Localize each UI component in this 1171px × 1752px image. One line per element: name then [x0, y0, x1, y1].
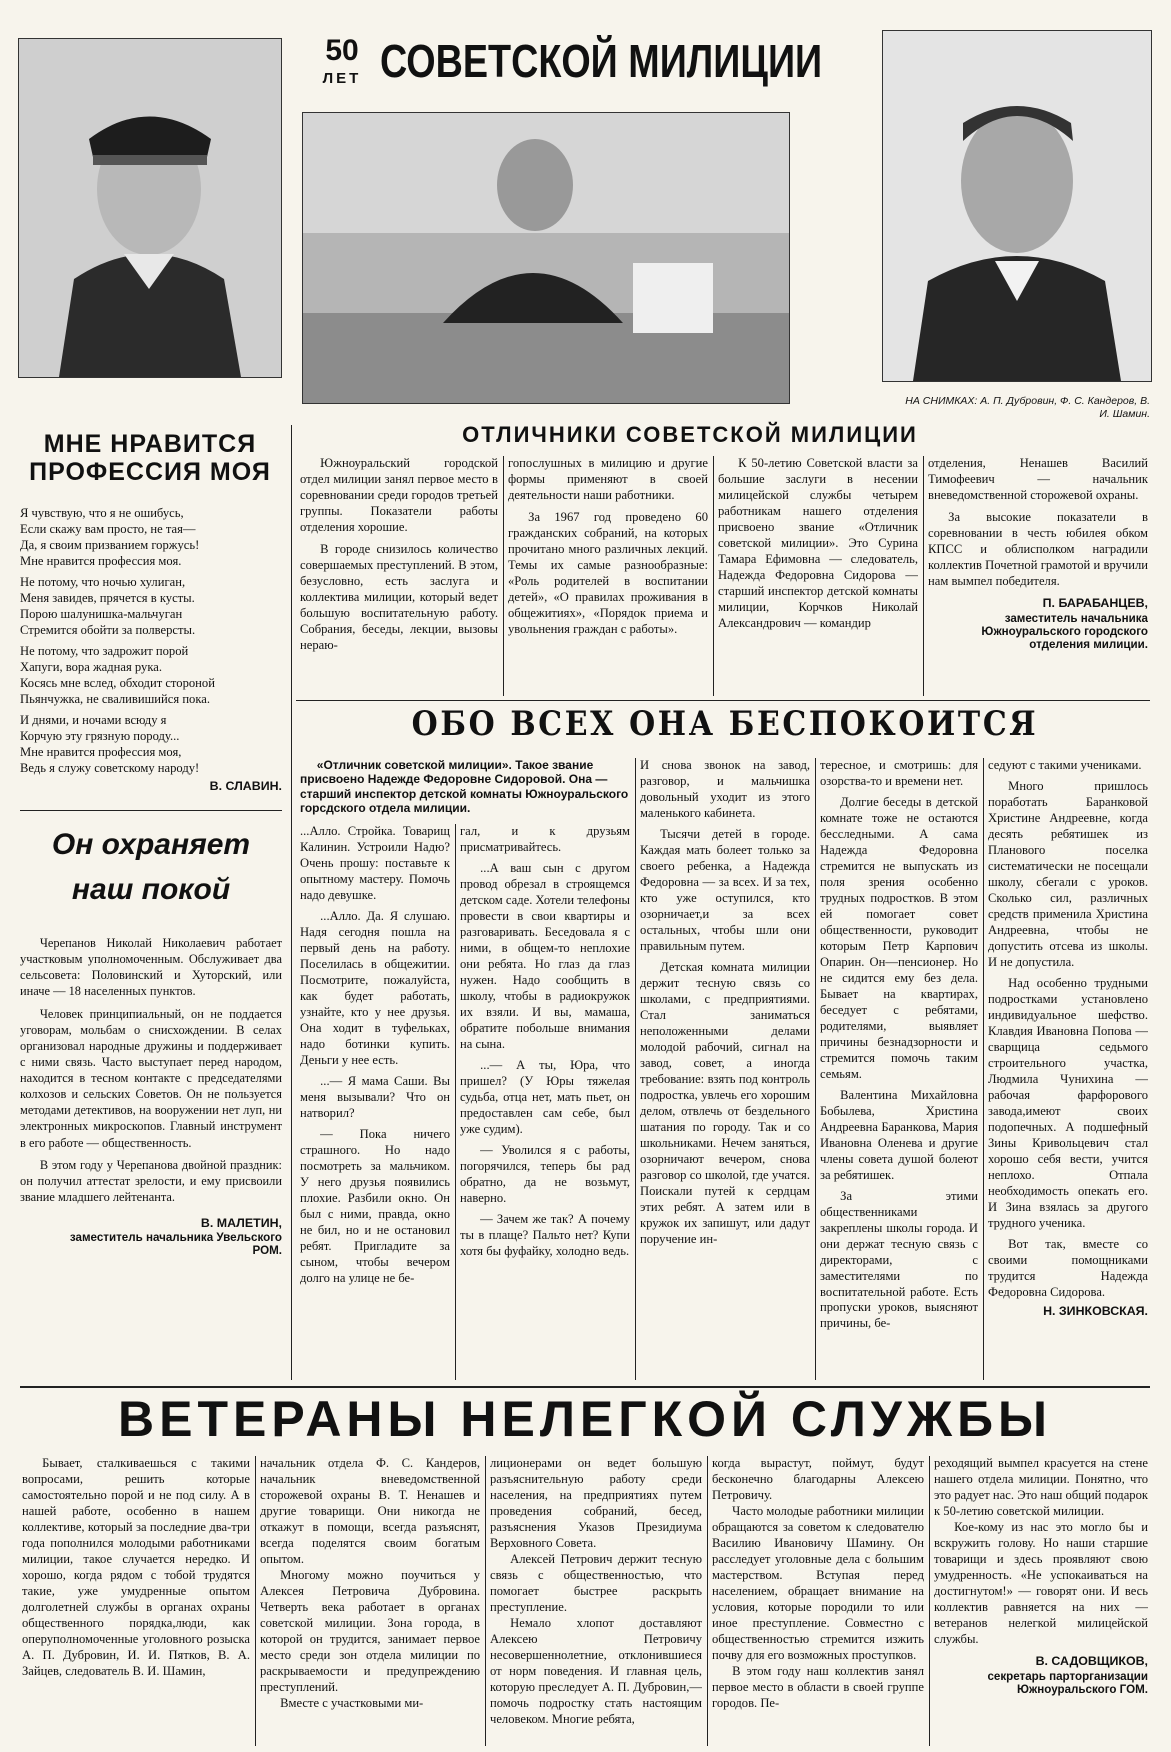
veterans-col-2	[260, 1456, 480, 1712]
poem-title-line2: ПРОФЕССИЯ МОЯ	[29, 458, 271, 486]
veterans-paragraph: Бывает, сталкиваешься с такими вопросами, решить которые самостоятельно порой и не под силу. А в нашей работе, особенно в нашем коллективе, который за последние два-три года пополнился молодыми работниками милиции, такое случается нередко. И хорошо, когда рядом с тобой трудятся такие, уже умудренные опытом долголетней службы в органах охраны общественного порядка,люди, как оперуполномоченные уголовного розыска А. П. Дубровин, И. И. Пятков, В. А. Зайцев, следователь В. И. Шамин,	[22, 1456, 250, 1678]
guard-title-line2: наш покой	[71, 873, 231, 906]
excellence-paragraph: За высокие показатели в соревновании в честь юбилея обком КПСС и облисполком наградили коллектив Почетной грамотой и вручили нам вымпел победителя.	[928, 509, 1148, 588]
divider	[635, 758, 636, 1380]
excellence-col-4	[928, 456, 1148, 652]
cares-col-5	[988, 758, 1148, 1320]
veterans-author: В. САДОВЩИКОВ,	[1035, 1653, 1148, 1668]
cares-paragraph: Валентина Михайловна Бобылева, Христина Андреевна Баранкова, Мария Ивановна Оленева и другие члены совета душой болеют за ребятишек.	[820, 1087, 978, 1182]
cares-col-2	[460, 824, 630, 1260]
poem-line: Меня завидев, прячется в кусты.	[20, 590, 195, 605]
cares-author: Н. ЗИНКОВСКАЯ.	[1043, 1304, 1148, 1319]
veterans-paragraph: В этом году наш коллектив занял первое место в области в своей группе городов. Пе-	[712, 1663, 924, 1710]
veterans-col-4	[712, 1456, 924, 1712]
photo-caption: НА СНИМКАХ: А. П. Дубровин, Ф. С. Кандеров, В. И. Шамин.	[905, 395, 1150, 420]
excellence-paragraph: В городе снизилось количество совершаемых преступлений. В этом, безусловно, есть заслуга и коллектива милиции, который ведет большую воспитательную работу. Собрания, беседы, лекции, вызовы нераю-	[300, 541, 498, 652]
photo-officer-uniform	[18, 38, 282, 378]
divider	[983, 758, 984, 1380]
veterans-paragraph: когда вырастут, поймут, будут бесконечно благодарны Алексею Петровичу.	[712, 1456, 924, 1502]
excellence-author-title: заместитель начальника Южноуральского городского отделения милиции.	[981, 611, 1148, 652]
poem-line: Не потому, что ночью хулиган,	[20, 574, 186, 589]
cares-paragraph: гал, и к друзьям присматривайтесь.	[460, 824, 630, 854]
cares-paragraph: И снова звонок на завод, разговор, и мальчишка довольный уходит из этого маленького кабинета.	[640, 758, 810, 820]
cares-paragraph: тересное, и смотришь: для озорства-то и времени нет.	[820, 758, 978, 788]
excellence-paragraph: К 50-летию Советской власти за большие заслуги в несении милицейской службы четырем работникам нашего отделения присвоено звание «Отличник советской милиции». Это Сурина Тамара Ефимовна — следователь, Надежда Федоровна Сидорова — старший инспектор детской комнаты милиции, Корчков Николай Александрович — командир	[718, 456, 918, 630]
portrait-suit-icon	[883, 31, 1151, 381]
poem-stanza-2	[20, 575, 282, 639]
guard-author-title: заместитель начальника Увельского РОМ.	[69, 1231, 282, 1258]
veterans-paragraph: Многому можно поучиться у Алексея Петровича Дубровина. Четверть века работает в органах советской милиции. Зона города, в которой он трудится, занимает первое место среди зон отдела милиции по раскрываемости и предупреждению преступлений.	[260, 1567, 480, 1694]
divider	[455, 824, 456, 1380]
divider	[923, 456, 924, 696]
excellence-col-3	[718, 456, 918, 632]
poem-line: Не потому, что задрожит порой	[20, 643, 189, 658]
excellence-col-2	[508, 456, 708, 638]
cares-title: ОБО ВСЕХ ОНА БЕСПОКОИТСЯ	[411, 704, 1039, 744]
cares-paragraph: Детская комната милиции держит тесную связь со школами, с предприятиями. Стал заниматься неположенными делами молодой рабочий, сигнал на завод, совет, а иногда требование: взять под контроль подростка, увлечь его хорошим делом, отвлечь от бездельного шатания по городу. Так и со школьниками. Нечем заняться, озорничают вечером, снова разговор со школой, где учатся. Поискали путей к сердцам этих ребят. А затем или в кружок их запишут, или дадут поручение ин-	[640, 959, 810, 1246]
guard-title	[20, 822, 282, 912]
portrait-desk-icon	[303, 113, 789, 403]
poem-line: Пьянчужка, не сваливишийся пока.	[20, 691, 211, 706]
excellence-author: П. БАРАБАНЦЕВ,	[1042, 595, 1148, 610]
guard-author: В. МАЛЕТИН,	[200, 1216, 282, 1230]
veterans-title: ВЕТЕРАНЫ НЕЛЕГКОЙ СЛУЖБЫ	[118, 1391, 1052, 1447]
cares-paragraph: — Пока ничего страшного. Но надо посмотреть за мальчиком. У него друзья появились плохие. Разбили окно. Он был с ними, правда, окно не бил, но и не остановил ребят. Пригладите за сыном, чтобы вечером долго на улице не бе-	[300, 1126, 450, 1285]
divider	[291, 425, 292, 1380]
veterans-col-5	[934, 1456, 1148, 1696]
divider	[296, 700, 1150, 701]
excellence-paragraph: гопослушных в милицию и другие формы применяют в своей деятельности наши работники.	[508, 456, 708, 502]
divider	[20, 1386, 1150, 1388]
cares-col-1	[300, 758, 632, 822]
cares-paragraph: ...— Я мама Саши. Вы меня вызывали? Что он натворил?	[300, 1073, 450, 1120]
veterans-paragraph: Алексей Петрович держит тесную связь с общественностью, что помогает быстрее раскрыть преступление.	[490, 1551, 702, 1614]
cares-paragraph: — Уволился я с работы, погорячился, теперь бы рад обратно, да не возьмут, наверно.	[460, 1142, 630, 1205]
poem-line: Стремится обойти за полверсты.	[20, 622, 196, 637]
cares-paragraph: Много пришлось поработать Баранковой Христине Андреевне, когда десять ребятишек из Планового поселка систематически не посещали школу, сбегали с уроков. Сколько сил, различных средств применила Христина Андреевна, чтобы не допустить отсева из школы. И не допустила.	[988, 778, 1148, 969]
poem-stanza-1	[20, 506, 282, 570]
poem-line: Да, я своим призванием горжусь!	[20, 537, 200, 552]
cares-paragraph: седуют с такими учениками.	[988, 758, 1142, 772]
cares-paragraph: Вот так, вместе со своими помощниками трудится Надежда Федоровна Сидорова.	[988, 1236, 1148, 1299]
poem-line: И днями, и ночами всюду я	[20, 712, 167, 727]
veterans-paragraph: Часто молодые работники милиции обращаются за советом к следователю Василию Ивановичу Шамину. Он расследует уголовные дела с большим мастерством. Вступая перед населением, обращает внимание на условия, которые породили то или иное преступление. Совместно с общественностью стремится изжить почву для его возможных проступков.	[712, 1503, 924, 1662]
poem-line: Мне нравится профессия моя.	[20, 553, 182, 568]
poem-line: Хапуги, вора жадная рука.	[20, 659, 163, 674]
guard-paragraph: Человек принципиальный, он не поддается уговорам, мольбам о снисхождении. В селах организовал народные дружины и поддерживает с ними связь. Часто выступает перед народом, находится в тесном контакте с председателями колхозов и сельских Советов. Он не пользуется методами детективов, на вооружении нет луп, ни электронных микроскопов. Главный инструмент в его работе — общественность.	[20, 1006, 282, 1150]
excellence-col-1	[300, 456, 498, 654]
cares-paragraph: ...Алло. Стройка. Товарищ Калинин. Устроили Надю? Очень прошу: поставьте к опытному мастеру. Помочь надо девушке.	[300, 824, 450, 902]
cares-col-4	[820, 758, 978, 1332]
poem-body	[20, 506, 282, 795]
poem-stanza-4	[20, 713, 282, 777]
poem-line: Я чувствую, что я не ошибусь,	[20, 506, 184, 520]
photo-man-suit	[882, 30, 1152, 382]
poem-line: Косясь мне вслед, обходит стороной	[20, 675, 215, 690]
cares-col-3	[640, 758, 810, 1248]
veterans-paragraph: Вместе с участковыми ми-	[280, 1695, 424, 1710]
masthead-number: 50	[325, 34, 359, 67]
veterans-paragraph: лиционерами он ведет большую разъяснительную работу среди населения, на предприятиях путем проведения собраний, бесед, разъяснения Указов Президиума Верховного Совета.	[490, 1456, 702, 1550]
divider	[485, 1456, 486, 1746]
guard-title-line1: Он охраняет	[51, 828, 251, 861]
cares-paragraph: ...— А ты, Юра, что пришел? (У Юры тяжелая судьба, отца нет, мать пьет, он предоставлен сам себе, был уже судим).	[460, 1057, 630, 1136]
poem-author: В. СЛАВИН.	[209, 778, 282, 793]
veterans-paragraph: начальник отдела Ф. С. Кандеров, начальник вневедомственной сторожевой охраны В. Т. Ненашев и другие товарищи. Они никогда не откажут в помощи, всегда разъяснят, всегда поделятся своим богатым опытом.	[260, 1456, 480, 1566]
veterans-col-1	[22, 1456, 250, 1680]
guard-paragraph: Черепанов Николай Николаевич работает участковым уполномоченным. Обслуживает два сельсовета: Половинский и Хуторский, или иначе — 18 населенных пунктов.	[20, 936, 282, 999]
poem-line: Мне нравится профессия моя,	[20, 744, 182, 759]
cares-lead: «Отличник советской милиции». Такое звание присвоено Надежде Федоровне Сидоровой. Она — старший инспектор детской комнаты Южноуральского горсдского отдела милиции.	[300, 758, 629, 816]
veterans-paragraph: Кое-кому из нас это могло бы и вскружить голову. Но наши старшие товарищи и здесь проявляют свою умудренность. «Не успокаиваться на достигнутом!» — говорят они. И весь коллектив равняется на них — ветеранов нелегкой милицейской службы.	[934, 1519, 1148, 1646]
divider	[929, 1456, 930, 1746]
poem-title-line1: МНЕ НРАВИТСЯ	[43, 430, 257, 458]
photo-officer-desk	[302, 112, 790, 404]
divider	[707, 1456, 708, 1746]
cares-paragraph: ...Алло. Да. Я слушаю. Надя сегодня пошла на первый день на работу. Поселилась в общежитии. Посмотрите, пожалуйста, как будет работать, узнайте, кто у нее друзья. Она ходит в туфельках, надо ботинки купить. Деньги у нее есть.	[300, 908, 450, 1067]
excellence-paragraph: За 1967 год проведено 60 гражданских собраний, на которых прочитано много различных лекций. Темы их самые разнообразные: «Роль родителей в воспитании детей», «О правилах проживания в общежитиях», «Порядок приема и увольнения граждан с работы».	[508, 509, 708, 636]
cares-paragraph: Тысячи детей в городе. Каждая мать болеет только за своего ребенка, а Надежда Федоровна — за всех. И за тех, кто уже оступился, кто озорничает,и за всех остальных, чтобы шли они правильным путем.	[640, 826, 810, 953]
divider	[20, 810, 282, 811]
veterans-paragraph: реходящий вымпел красуется на стене нашего отдела милиции. Понятно, что это радует нас. Это наш общий подарок к 50-летию советской милиции.	[934, 1456, 1148, 1518]
masthead-years: ЛЕТ	[322, 70, 362, 87]
excellence-paragraph: отделения, Ненашев Василий Тимофеевич — начальник вневедомственной сторожевой охраны.	[928, 456, 1148, 502]
veterans-author-title: секретарь парторганизации Южноуральского ГОМ.	[987, 1669, 1148, 1696]
cares-paragraph: Долгие беседы в детской комнате тоже не остаются бесследными. А сама Надежда Федоровна стремится не выпускать из поля зрения особенно трудных подростков. В этом ей помогает совет общественности, руководит которым Петр Карпович Опарин. Он—пенсионер. Но не сидится ему без дела. Бывает на квартирах, беседует с ребятами, родителями, выявляет причины безнадзорности и стремится помочь таким семьям.	[820, 794, 978, 1081]
cares-paragraph: Над особенно трудными подростками установлено индивидуальное шефство. Клавдия Ивановна Попова — сварщица седьмого строительного участка, Людмила Чунихина — рабочая фарфорового завода,имеют своих подопечных. А подшефный Зины Кривольцевич стал хорошо себя вести, учится неплохо. Отпала необходимость опекать его. И Зина взялась за другого трудного ученика.	[988, 975, 1148, 1230]
guard-body	[20, 935, 282, 1258]
cares-paragraph: За этими общественниками закреплены школы города. И они держат тесную связь с директорами, с заместителями по воспитательной работе. Есть пропуски уроков, выясняют причины, бе-	[820, 1188, 978, 1331]
poem-line: Порою шалунишка-мальчуган	[20, 606, 183, 621]
veterans-col-3	[490, 1456, 702, 1728]
cares-col-1b	[300, 824, 450, 1287]
poem-line: Ведь я служу советскому народу!	[20, 760, 200, 775]
divider	[713, 456, 714, 696]
poem-title	[20, 430, 280, 486]
cares-paragraph: ...А ваш сын с другом провод обрезал в строящемся детском саде. Хотели телефоны провести в свои квартиры и разговаривать. Беседовала я с ними, в общем-то неплохие они ребята. Но глаз да глаз нужен. Надо сообщить в школу, чтобы в радиокружок их взяли. И вы, мамаша, обратите побольше внимания на сына.	[460, 860, 630, 1051]
divider	[503, 456, 504, 696]
guard-paragraph: В этом году у Черепанова двойной праздник: он получил аттестат зрелости, и ему присвоили звание младшего лейтенанта.	[20, 1157, 282, 1204]
divider	[255, 1456, 256, 1746]
excellence-paragraph: Южноуральский городской отдел милиции занял первое место в соревновании среди городов третьей группы. Показатели работы отделения хорошие.	[300, 456, 498, 534]
divider	[815, 758, 816, 1380]
poem-line: Корчую эту грязную породу...	[20, 728, 180, 743]
cares-paragraph: — Зачем же так? А почему ты в плаще? Пальто нет? Купи хотя бы фуфайку, холодно ведь.	[460, 1211, 630, 1258]
veterans-paragraph: Немало хлопот доставляют Алексею Петровичу несовершеннолетние, отклонившиеся от норм поведения. И главная цель, которую преследует А. П. Дубровин,—помочь подростку стать настоящим человеком. Многие ребята,	[490, 1615, 702, 1726]
poem-stanza-3	[20, 644, 282, 708]
masthead-title: СОВЕТСКОЙ МИЛИЦИИ	[380, 35, 823, 87]
excellence-title: ОТЛИЧНИКИ СОВЕТСКОЙ МИЛИЦИИ	[462, 422, 918, 447]
portrait-uniform-icon	[19, 39, 281, 377]
poem-line: Если скажу вам просто, не тая—	[20, 521, 196, 536]
